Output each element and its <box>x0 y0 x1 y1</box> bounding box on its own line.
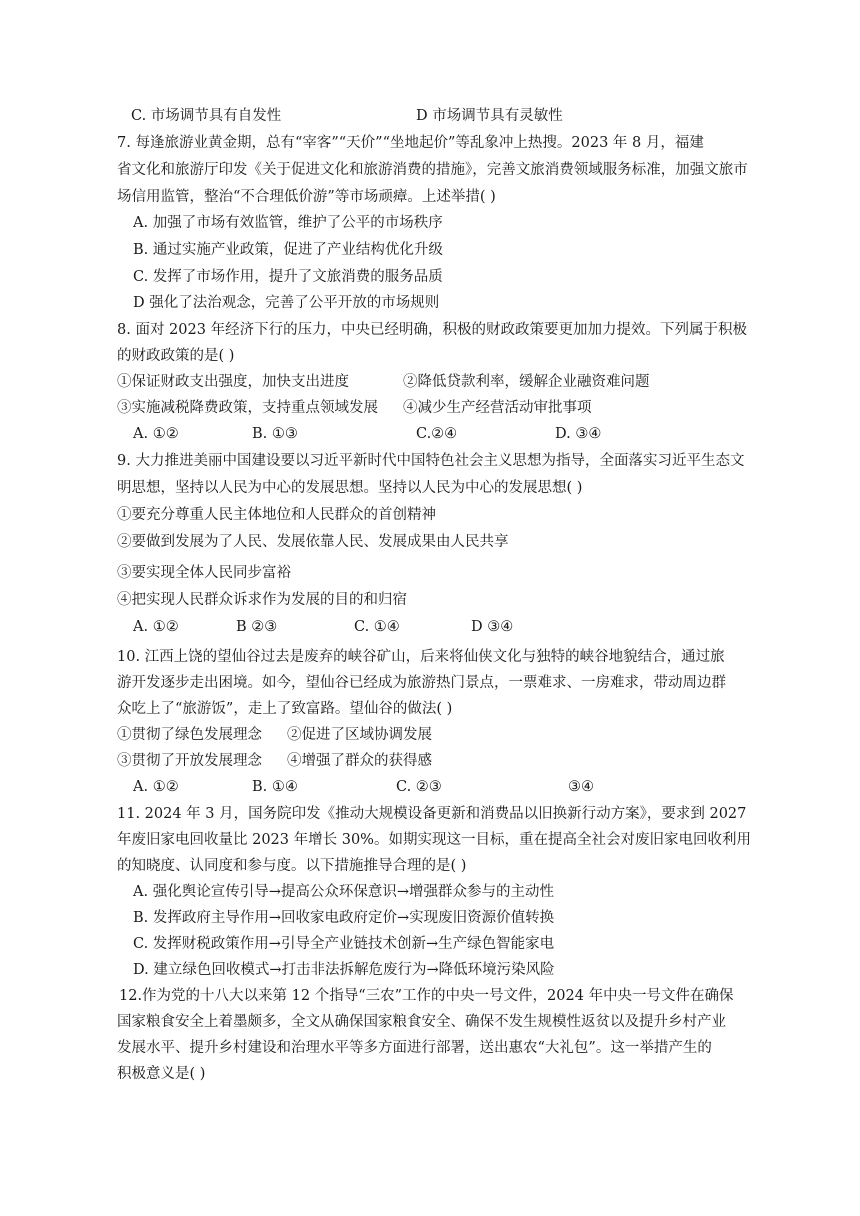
q12-stem-line: 国家粮食安全上着墨颇多，全文从确保国家粮食安全、确保不发生规模性返贫以及提升乡村产业 <box>117 1014 726 1030</box>
q9-item-2: ②要做到发展为了人民、发展依靠人民、发展成果由人民共享 <box>117 534 509 550</box>
q9-option-c: C. ①④ <box>354 619 400 635</box>
q7-stem-line: 7. 每逢旅游业黄金期，总有“宰客”“天价”“坐地起价”等乱象冲上热搜。2023 年 8 月，福建 <box>117 135 704 151</box>
q6-option-c: C. 市场调节具有自发性 <box>131 108 282 124</box>
q9-item-1: ①要充分尊重人民主体地位和人民群众的首创精神 <box>117 507 436 523</box>
q8-option-c: C.②④ <box>416 426 458 442</box>
q10-option-c: C. ②③ <box>396 779 442 795</box>
q9-item-3: ③要实现全体人民同步富裕 <box>117 565 291 581</box>
q8-item-3: ③实施减税降费政策，支持重点领域发展 <box>117 400 378 416</box>
q8-item-1: ①保证财政支出强度，加快支出进度 <box>117 374 349 390</box>
q9-option-d: D ③④ <box>471 619 514 635</box>
q9-option-a: A. ①② <box>133 619 179 635</box>
q9-stem-line: 9. 大力推进美丽中国建设要以习近平新时代中国特色社会主义思想为指导，全面落实习近平生态文 <box>117 453 745 469</box>
q8-stem-line: 8. 面对 2023 年经济下行的压力，中央已经明确，积极的财政政策要更加加力提效。下列属于积极 <box>117 322 748 338</box>
q10-option-d: ③④ <box>568 779 594 795</box>
q7-option-d: D 强化了法治观念，完善了公平开放的市场规则 <box>133 295 440 311</box>
q10-stem-line: 10. 江西上饶的望仙谷过去是废弃的峡谷矿山，后来将仙侠文化与独特的峡谷地貌结合，通过旅 <box>117 649 725 665</box>
q9-option-b: B ②③ <box>236 619 278 635</box>
q12-stem-line: 发展水平、提升乡村建设和治理水平等多方面进行部署，送出惠农“大礼包”。这一举措产生的 <box>117 1040 712 1056</box>
q8-option-d: D. ③④ <box>555 426 602 442</box>
q11-stem-line: 年废旧家电回收量比 2023 年增长 30%。如期实现这一目标，重在提高全社会对废旧家电回收利用 <box>117 832 751 848</box>
q11-stem-line: 11. 2024 年 3 月，国务院印发《推动大规模设备更新和消费品以旧换新行动方案》，要求到 2027 <box>117 806 747 822</box>
q10-stem-line: 众吃上了“旅游饭”，走上了致富路。望仙谷的做法( ) <box>117 701 453 717</box>
q10-item-4: ④增强了群众的获得感 <box>287 753 432 769</box>
q8-item-4: ④减少生产经营活动审批事项 <box>403 400 592 416</box>
q9-item-4: ④把实现人民群众诉求作为发展的目的和归宿 <box>117 592 407 608</box>
q10-option-a: A. ①② <box>133 779 179 795</box>
q10-option-b: B. ①④ <box>252 779 298 795</box>
q8-stem-line: 的财政政策的是( ) <box>117 348 235 364</box>
q7-option-a: A. 加强了市场有效监管，维护了公平的市场秩序 <box>133 215 443 231</box>
q7-stem-line: 省文化和旅游厅印发《关于促进文化和旅游消费的措施》，完善文旅消费领域服务标准，加强文旅市 <box>117 162 748 178</box>
q12-stem-line: 12.作为党的十八大以来第 12 个指导“三农”工作的中央一号文件，2024 年中央一号文件在确保 <box>119 988 734 1004</box>
q11-option-a: A. 强化舆论宣传引导→提高公众环保意识→增强群众参与的主动性 <box>133 884 554 900</box>
q7-option-c: C. 发挥了市场作用，提升了文旅消费的服务品质 <box>133 269 443 285</box>
q8-option-a: A. ①② <box>133 426 179 442</box>
q10-item-3: ③贯彻了开放发展理念 <box>117 753 262 769</box>
q11-option-d: D. 建立绿色回收模式→打击非法拆解危废行为→降低环境污染风险 <box>133 962 555 978</box>
q11-stem-line: 的知晓度、认同度和参与度。以下措施推导合理的是( ) <box>117 858 467 874</box>
q8-option-b: B. ①③ <box>252 426 298 442</box>
q10-item-2: ②促进了区域协调发展 <box>287 727 432 743</box>
q10-item-1: ①贯彻了绿色发展理念 <box>117 727 262 743</box>
q7-option-b: B. 通过实施产业政策，促进了产业结构优化升级 <box>133 242 443 258</box>
q11-option-b: B. 发挥政府主导作用→回收家电政府定价→实现废旧资源价值转换 <box>133 910 555 926</box>
q6-option-d: D 市场调节具有灵敏性 <box>416 108 563 124</box>
q8-item-2: ②降低贷款利率，缓解企业融资难问题 <box>403 374 650 390</box>
q10-stem-line: 游开发逐步走出困境。如今，望仙谷已经成为旅游热门景点，一票难求、一房难求，带动周边群 <box>117 675 726 691</box>
q9-stem-line: 明思想，坚持以人民为中心的发展思想。坚持以人民为中心的发展思想( ) <box>117 480 583 496</box>
q12-stem-line: 积极意义是( ) <box>117 1066 206 1082</box>
q11-option-c: C. 发挥财税政策作用→引导全产业链技术创新→生产绿色智能家电 <box>133 936 555 952</box>
q7-stem-line: 场信用监管，整治“不合理低价游”等市场顽瘴。上述举措( ) <box>117 189 496 205</box>
